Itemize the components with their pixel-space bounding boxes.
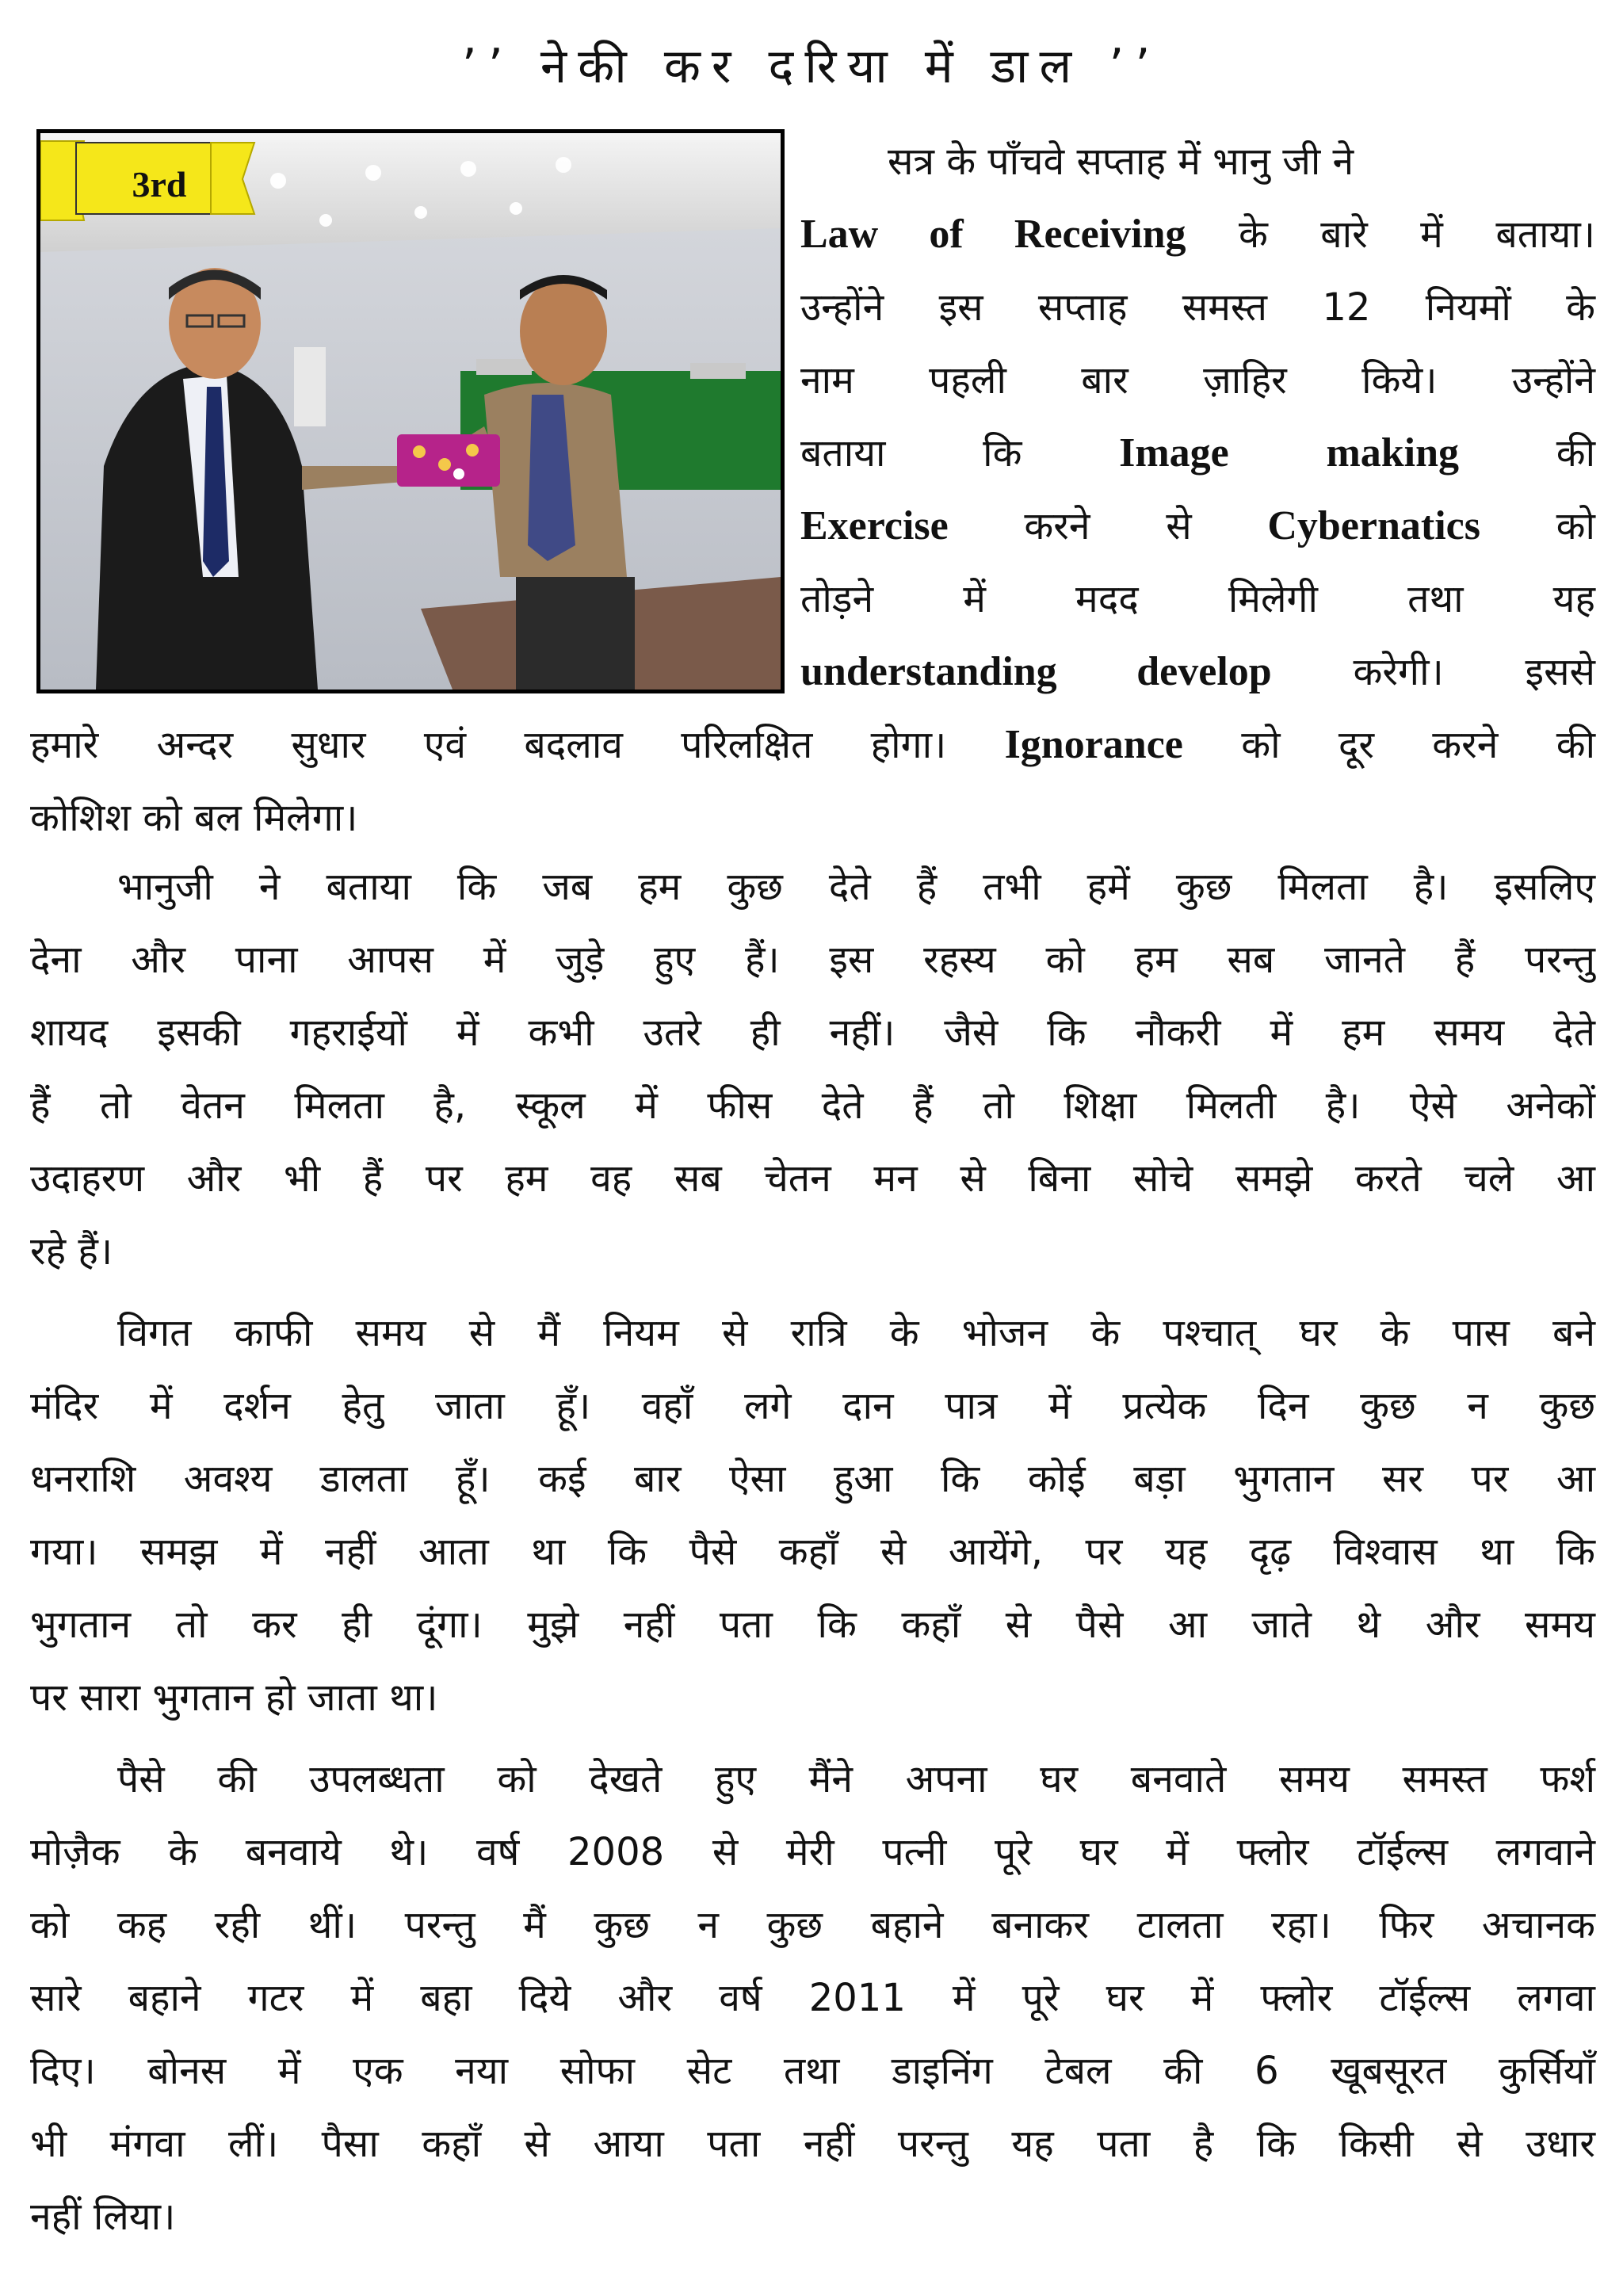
p1-line-5-c: की (1556, 431, 1596, 476)
p2-line-4: हैं तो वेतन मिलता है, स्कूल में फीस देते हैं तो शिक्षा मिलती है। ऐसे अनेकों (30, 1083, 1595, 1128)
p1-line-8-text: करेगी। इससे (1353, 650, 1595, 694)
rank-badge-label: 3rd (132, 164, 187, 204)
p1-line-7: तोड़ने में मदद मिलेगी तथा यह (800, 577, 1595, 621)
page-title: ’’ नेकी कर दरिया में डाल ’’ (461, 39, 1162, 94)
p1-line-6-b: से (1166, 504, 1192, 548)
p2-line-3: शायद इसकी गहराईयों में कभी उतरे ही नहीं। जैसे कि नौकरी में हम समय देते (30, 1010, 1595, 1055)
p3-line-5: भुगतान तो कर ही दूंगा। मुझे नहीं पता कि कहाँ से पैसे आ जाते थे और समय (30, 1603, 1595, 1647)
term-exercise: Exercise (800, 503, 949, 548)
p4-line-4: सारे बहाने गटर में बहा दिये और वर्ष 2011 में पूरे घर में फ्लोर टॉईल्स लगवा (30, 1976, 1595, 2020)
p1-line-6-c: को (1556, 504, 1595, 548)
p4-line-1: पैसे की उपलब्धता को देखते हुए मैंने अपना घर बनवाते समय समस्त फर्श (117, 1757, 1595, 1801)
p2-line-6: रहे हैं। (30, 1229, 113, 1274)
paragraph-1-wrapped (800, 125, 1595, 709)
p1-line-5-b: कि (983, 431, 1022, 476)
paragraph-4 (30, 1743, 1595, 2253)
p2-line-1: भानुजी ने बताया कि जब हम कुछ देते हैं तभी हमें कुछ मिलता है। इसलिए (117, 865, 1595, 909)
term-image: Image (1119, 430, 1229, 476)
p3-line-6: पर सारा भुगतान हो जाता था। (30, 1675, 438, 1720)
event-photo (36, 129, 785, 693)
paragraph-3 (30, 1297, 1595, 1734)
paragraph-1-continued (30, 709, 1595, 854)
p1-line-5 (800, 417, 1595, 490)
p1-line-2-text: के बारे में बताया। (1238, 212, 1595, 257)
p4-line-3: को कह रही थीं। परन्तु मैं कुछ न कुछ बहाने बनाकर टालता रहा। फिर अचानक (30, 1903, 1595, 1947)
term-cybernatics: Cybernatics (1267, 503, 1480, 548)
p1-line-6 (800, 490, 1595, 563)
p1-line-9-a: हमारे अन्दर सुधार एवं बदलाव परिलक्षित होगा। (30, 723, 947, 767)
p3-line-4: गया। समझ में नहीं आता था कि पैसे कहाँ से आयेंगे, पर यह दृढ़ विश्वास था कि (30, 1530, 1595, 1574)
p4-line-2: मोज़ैक के बनवाये थे। वर्ष 2008 से मेरी पत्नी पूरे घर में फ्लोर टॉईल्स लगवाने (30, 1830, 1595, 1874)
p4-line-7: नहीं लिया। (30, 2195, 176, 2239)
p1-line-3: उन्होंने इस सप्ताह समस्त 12 नियमों के (800, 285, 1595, 330)
p4-line-5: दिए। बोनस में एक नया सोफा सेट तथा डाइनिंग टेबल की 6 खूबसूरत कुर्सियाँ (30, 2049, 1595, 2093)
p1-line-5-a: बताया (800, 431, 886, 476)
p1-line-6-a: करने (1024, 504, 1090, 548)
term-law-of-receiving: Law of Receiving (800, 212, 1186, 257)
p1-line-2 (800, 198, 1595, 271)
p3-line-2: मंदिर में दर्शन हेतु जाता हूँ। वहाँ लगे दान पात्र में प्रत्येक दिन कुछ न कुछ (30, 1384, 1595, 1428)
p1-line-10: कोशिश को बल मिलेगा। (30, 796, 358, 840)
p1-line-1: सत्र के पाँचवे सप्ताह में भानु जी ने (888, 139, 1354, 184)
paragraph-2 (30, 850, 1595, 1288)
p3-line-1: विगत काफी समय से मैं नियम से रात्रि के भोजन के पश्चात् घर के पास बने (117, 1311, 1595, 1355)
p1-line-8 (800, 636, 1595, 709)
term-making: making (1326, 430, 1460, 476)
term-ignorance: Ignorance (1004, 722, 1183, 767)
photo-illustration (40, 133, 781, 690)
p1-line-9 (30, 709, 1595, 781)
term-understanding-develop: understanding develop (800, 649, 1272, 694)
p2-line-2: देना और पाना आपस में जुड़े हुए हैं। इस रहस्य को हम सब जानते हैं परन्तु (30, 938, 1595, 982)
p2-line-5: उदाहरण और भी हैं पर हम वह सब चेतन मन से बिना सोचे समझे करते चले आ (30, 1156, 1595, 1201)
p4-line-6: भी मंगवा लीं। पैसा कहाँ से आया पता नहीं परन्तु यह पता है कि किसी से उधार (30, 2122, 1595, 2166)
p1-line-4: नाम पहली बार ज़ाहिर किये। उन्होंने (800, 358, 1595, 403)
p3-line-3: धनराशि अवश्य डालता हूँ। कई बार ऐसा हुआ कि कोई बड़ा भुगतान सर पर आ (30, 1457, 1595, 1501)
p1-line-9-b: को दूर करने की (1241, 723, 1596, 767)
